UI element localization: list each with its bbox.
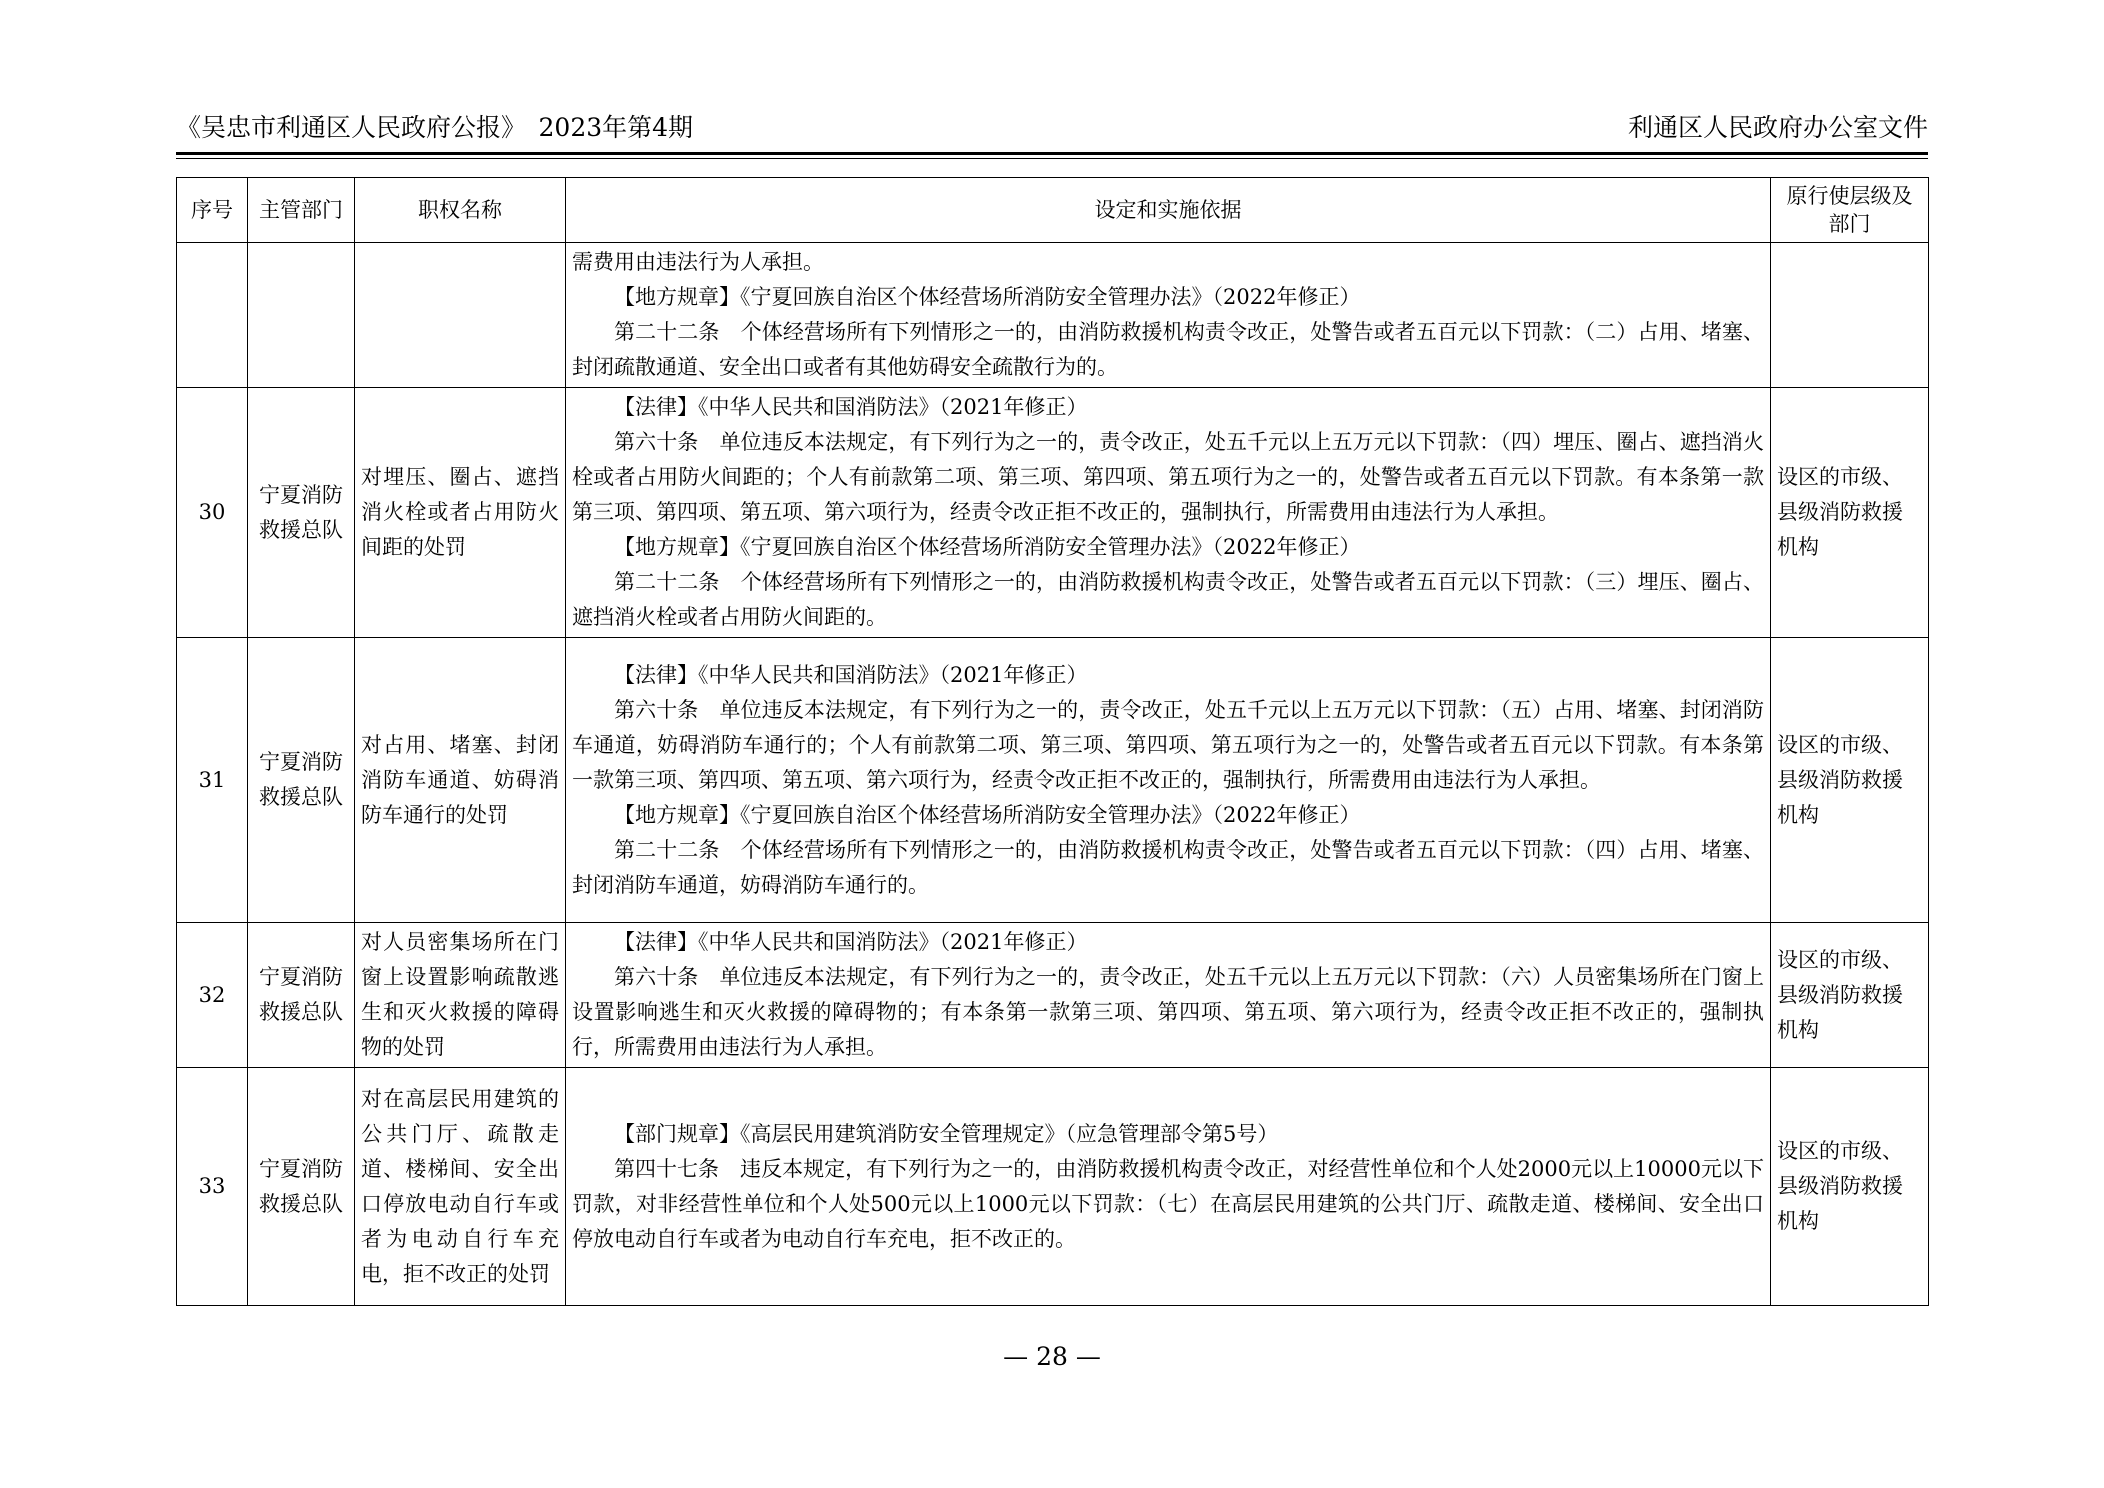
table-row-continuation [177, 243, 1929, 388]
cell-dept [248, 243, 355, 388]
cell-basis [566, 388, 1771, 638]
cell-dept: 宁夏消防救援总队 [248, 923, 355, 1068]
basis-paragraph: 第六十条 单位违反本法规定，有下列行为之一的，责令改正，处五千元以上五万元以下罚款：（五）占用、堵塞、封闭消防车通道，妨碍消防车通行的；个人有前款第二项、第三项、第四项、第五项行为之一的，处警告或者五百元以下罚款。有本条第一款第三项、第四项、第五项、第六项行为，经责令改正拒不改正的，强制执行，所需费用由违法行为人承担。 [572, 697, 1764, 792]
basis-paragraph: 【法律】《中华人民共和国消防法》（2021年修正） [614, 662, 1088, 687]
authority-table [176, 177, 1929, 1306]
cell-name: 对埋压、圈占、遮挡消火栓或者占用防火间距的处罚 [355, 388, 566, 638]
cell-name: 对占用、堵塞、封闭消防车通道、妨碍消防车通行的处罚 [355, 638, 566, 923]
cell-seq: 33 [177, 1068, 248, 1306]
cell-dept: 宁夏消防救援总队 [248, 638, 355, 923]
basis-paragraph: 第四十七条 违反本规定，有下列行为之一的，由消防救援机构责令改正，对经营性单位和个人处2000元以上10000元以下罚款，对非经营性单位和个人处500元以上1000元以下罚款：（七）在高层民用建筑的公共门厅、疏散走道、楼梯间、安全出口停放电动自行车或者为电动自行车充电，拒不改正的。 [572, 1156, 1764, 1251]
col-header-dept: 主管部门 [248, 178, 355, 243]
cell-name: 对在高层民用建筑的公共门厅、疏散走道、楼梯间、安全出口停放电动自行车或者为电动自行车充电，拒不改正的处罚 [355, 1068, 566, 1306]
header-rule-thick [176, 152, 1928, 155]
col-header-basis: 设定和实施依据 [566, 178, 1771, 243]
cell-basis [566, 1068, 1771, 1306]
basis-paragraph: 【地方规章】《宁夏回族自治区个体经营场所消防安全管理办法》（2022年修正） [614, 285, 1361, 309]
gazette-title: 《吴忠市利通区人民政府公报》 2023年第4期 [176, 113, 694, 142]
page-number: — 28 — [1003, 1342, 1101, 1371]
cell-name: 对人员密集场所在门窗上设置影响疏散逃生和灭火救援的障碍物的处罚 [355, 923, 566, 1068]
page-header [176, 108, 1928, 148]
cell-seq: 30 [177, 388, 248, 638]
col-header-seq: 序号 [177, 178, 248, 243]
basis-paragraph: 第六十条 单位违反本法规定，有下列行为之一的，责令改正，处五千元以上五万元以下罚款：（四）埋压、圈占、遮挡消火栓或者占用防火间距的；个人有前款第二项、第三项、第四项、第五项行为之一的，处警告或者五百元以下罚款。有本条第一款第三项、第四项、第五项、第六项行为，经责令改正拒不改正的，强制执行，所需费用由违法行为人承担。 [572, 430, 1764, 524]
basis-paragraph: 第二十二条 个体经营场所有下列情形之一的，由消防救援机构责令改正，处警告或者五百元以下罚款：（二）占用、堵塞、封闭疏散通道、安全出口或者有其他妨碍安全疏散行为的。 [572, 320, 1764, 379]
basis-paragraph: 【地方规章】《宁夏回族自治区个体经营场所消防安全管理办法》（2022年修正） [614, 802, 1361, 827]
issuing-office: 利通区人民政府办公室文件 [1627, 113, 1928, 142]
table-row [177, 638, 1929, 923]
cell-basis [566, 638, 1771, 923]
table-header-row [177, 178, 1929, 243]
table-row [177, 388, 1929, 638]
cell-dept: 宁夏消防救援总队 [248, 1068, 355, 1306]
cell-name [355, 243, 566, 388]
cell-basis [566, 243, 1771, 388]
basis-paragraph: 【法律】《中华人民共和国消防法》（2021年修正） [614, 395, 1088, 419]
cell-level: 设区的市级、县级消防救援机构 [1771, 923, 1929, 1068]
col-header-name: 职权名称 [355, 178, 566, 243]
cell-level: 设区的市级、县级消防救援机构 [1771, 638, 1929, 923]
cell-level: 设区的市级、县级消防救援机构 [1771, 1068, 1929, 1306]
cell-seq: 31 [177, 638, 248, 923]
cell-seq [177, 243, 248, 388]
basis-paragraph: 第二十二条 个体经营场所有下列情形之一的，由消防救援机构责令改正，处警告或者五百元以下罚款：（四）占用、堵塞、封闭消防车通道，妨碍消防车通行的。 [572, 837, 1764, 897]
table-row [177, 923, 1929, 1068]
header-rule-thin [176, 158, 1928, 159]
table-row [177, 1068, 1929, 1306]
basis-paragraph: 【法律】《中华人民共和国消防法》（2021年修正） [614, 930, 1088, 954]
col-header-level: 原行使层级及部门 [1771, 178, 1929, 243]
cell-basis [566, 923, 1771, 1068]
cell-dept: 宁夏消防救援总队 [248, 388, 355, 638]
basis-paragraph: 第六十条 单位违反本法规定，有下列行为之一的，责令改正，处五千元以上五万元以下罚款：（六）人员密集场所在门窗上设置影响逃生和灭火救援的障碍物的；有本条第一款第三项、第四项、第五项、第六项行为，经责令改正拒不改正的，强制执行，所需费用由违法行为人承担。 [572, 965, 1764, 1059]
cell-level [1771, 243, 1929, 388]
basis-paragraph: 第二十二条 个体经营场所有下列情形之一的，由消防救援机构责令改正，处警告或者五百元以下罚款：（三）埋压、圈占、遮挡消火栓或者占用防火间距的。 [572, 570, 1764, 629]
cell-level: 设区的市级、县级消防救援机构 [1771, 388, 1929, 638]
basis-paragraph: 【部门规章】《高层民用建筑消防安全管理规定》（应急管理部令第5号） [614, 1121, 1279, 1146]
basis-paragraph: 需费用由违法行为人承担。 [572, 250, 824, 274]
cell-seq: 32 [177, 923, 248, 1068]
basis-paragraph: 【地方规章】《宁夏回族自治区个体经营场所消防安全管理办法》（2022年修正） [614, 535, 1361, 559]
